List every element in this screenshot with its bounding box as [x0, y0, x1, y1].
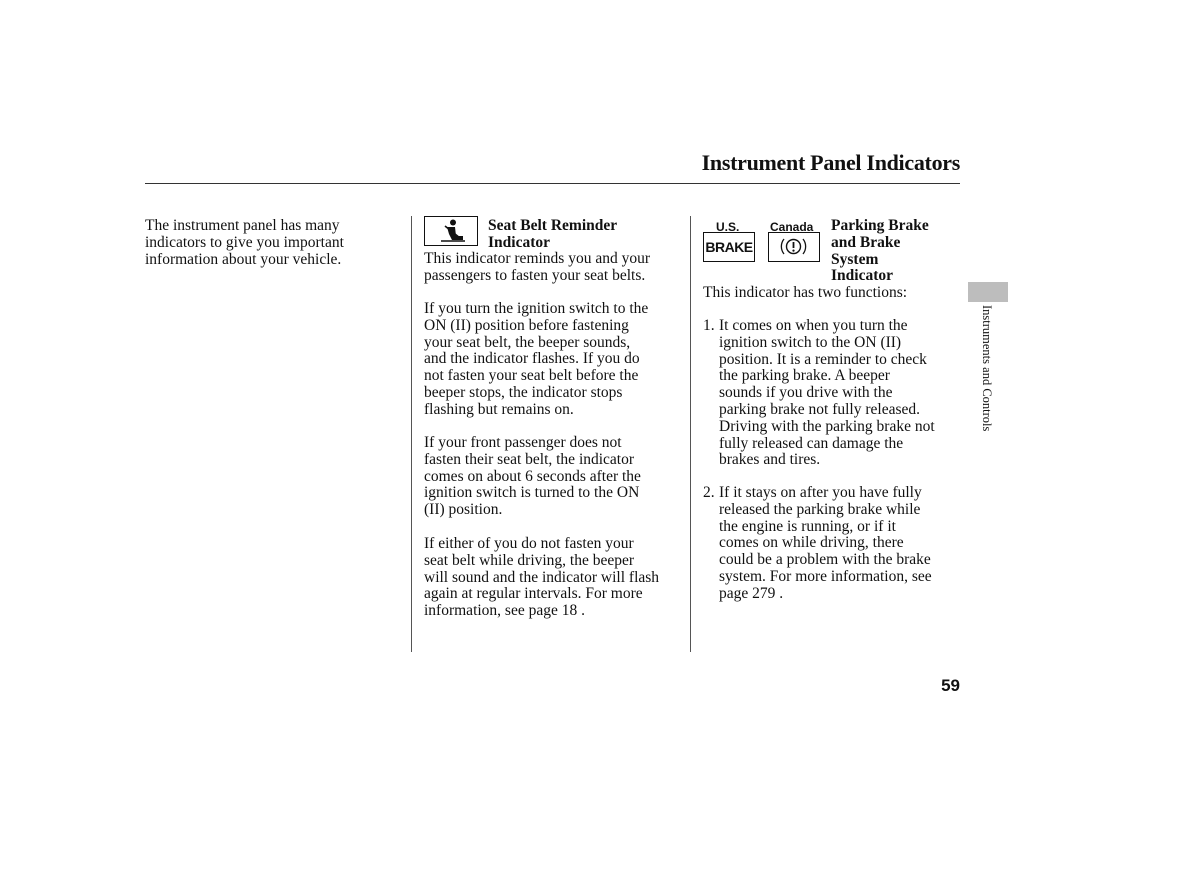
intro-paragraph: The instrument panel has many indicators to give you important information about your vehicle. [145, 217, 344, 268]
parking-brake-heading: Parking Brake and Brake System Indicator [831, 217, 929, 285]
page-number: 59 [941, 676, 960, 695]
list-item [703, 485, 963, 605]
seat-belt-paragraph-4: If either of you do not fasten your seat belt while driving, the beeper will sound and the indicator will flash again at regular intervals. For more information, see page 18 . [424, 535, 660, 620]
us-label: U.S. [716, 220, 740, 234]
brake-text-icon [703, 232, 755, 262]
seat-belt-icon [424, 216, 478, 246]
canada-label: Canada [770, 220, 814, 234]
parking-brake-intro: This indicator has two functions: [703, 284, 908, 301]
seat-belt-paragraph-2: If you turn the ignition switch to the ON (II) position before fastening your seat belt, the beeper sounds, and the indicator flashes. If you do not fasten your seat belt before the beeper stops, the indicator stops flashing but remains on. [424, 300, 649, 418]
list-number: 1. [703, 317, 715, 334]
brake-warning-icon [768, 232, 820, 262]
list-text: If it stays on after you have fully released the parking brake while the engine is running, or if it comes on while driving, there could be a problem with the brake system. For more information, see page 279 . [719, 484, 932, 602]
list-number: 2. [703, 484, 715, 501]
seat-belt-paragraph-1: This indicator reminds you and your passengers to fasten your seat belts. [424, 250, 650, 284]
column-divider-1 [411, 216, 412, 652]
seat-belt-heading: Seat Belt Reminder Indicator [488, 217, 618, 251]
list-text: It comes on when you turn the ignition switch to the ON (II) position. It is a reminder to check the parking brake. A beeper sounds if you drive with the parking brake not fully released. Driving with the parking brake not fully released can damage the brakes and tires. [719, 317, 935, 469]
brake-icon-text: BRAKE [705, 239, 753, 255]
title-divider [145, 183, 960, 184]
seat-belt-paragraph-3: If your front passenger does not fasten their seat belt, the indicator comes on about 6 seconds after the ignition switch is turned to the ON (II) position. [424, 434, 641, 519]
section-label: Instruments and Controls [980, 305, 994, 432]
page-title: Instrument Panel Indicators [701, 150, 960, 175]
column-divider-2 [690, 216, 691, 652]
list-item [703, 318, 963, 470]
section-tab-marker [968, 282, 1008, 302]
